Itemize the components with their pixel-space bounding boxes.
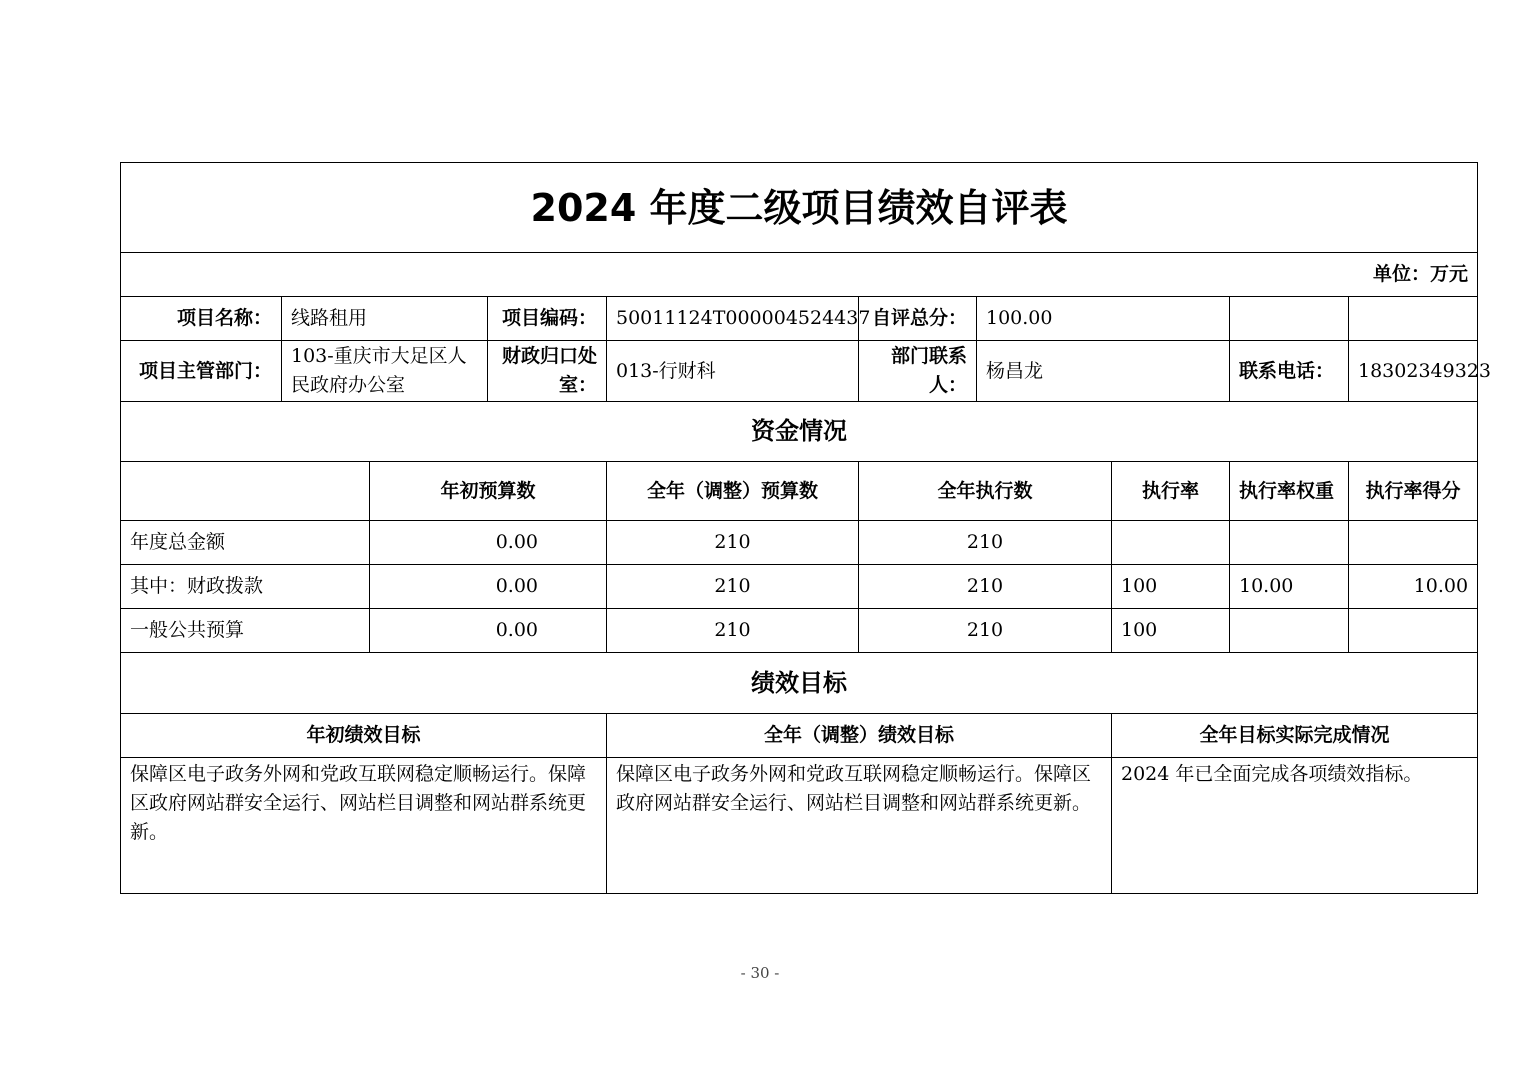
unit-label: 单位：万元 [121, 253, 1478, 297]
table-row [121, 565, 1478, 609]
funds-cell: 210 [859, 521, 1112, 565]
goals-header-initial: 年初绩效目标 [121, 714, 607, 758]
goal-actual-text: 2024 年已全面完成各项绩效指标。 [1112, 758, 1478, 894]
table-row [121, 609, 1478, 653]
funds-header [121, 462, 370, 521]
finance-office-label: 财政归口处室： [488, 341, 607, 402]
dept-value: 103-重庆市大足区人民政府办公室 [282, 341, 488, 402]
finance-office-value: 013-行财科 [607, 341, 859, 402]
table-row [121, 521, 1478, 565]
funds-cell [1349, 521, 1478, 565]
funds-cell: 10.00 [1230, 565, 1349, 609]
funds-cell: 210 [859, 609, 1112, 653]
phone-label: 联系电话： [1230, 341, 1349, 402]
funds-cell: 210 [607, 609, 859, 653]
funds-cell [1230, 521, 1349, 565]
funds-header: 全年执行数 [859, 462, 1112, 521]
funds-cell: 100 [1112, 565, 1230, 609]
funds-cell: 210 [607, 521, 859, 565]
funds-cell [1112, 521, 1230, 565]
funds-cell: 10.00 [1349, 565, 1478, 609]
funds-cell [1349, 609, 1478, 653]
funds-cell: 210 [607, 565, 859, 609]
funds-cell: 0.00 [370, 521, 607, 565]
total-score-value: 100.00 [977, 297, 1230, 341]
project-code-label: 项目编码： [488, 297, 607, 341]
funds-header: 执行率权重 [1230, 462, 1349, 521]
contact-label: 部门联系人： [859, 341, 977, 402]
funds-cell: 100 [1112, 609, 1230, 653]
project-name-label: 项目名称： [121, 297, 282, 341]
empty-cell [1349, 297, 1478, 341]
self-evaluation-table [120, 162, 1491, 894]
funds-cell [1230, 609, 1349, 653]
project-name-value: 线路租用 [282, 297, 488, 341]
funds-header: 执行率得分 [1349, 462, 1478, 521]
funds-row-label: 一般公共预算 [121, 609, 370, 653]
funds-row-label: 年度总金额 [121, 521, 370, 565]
project-code-value: 50011124T000004524437 [607, 297, 859, 341]
goals-header-adjusted: 全年（调整）绩效目标 [607, 714, 1112, 758]
page-title: 2024 年度二级项目绩效自评表 [121, 163, 1478, 253]
goals-header-actual: 全年目标实际完成情况 [1112, 714, 1478, 758]
goals-section-title: 绩效目标 [121, 653, 1478, 714]
funds-row-label: 其中：财政拨款 [121, 565, 370, 609]
funds-header: 年初预算数 [370, 462, 607, 521]
goal-adjusted-text: 保障区电子政务外网和党政互联网稳定顺畅运行。保障区政府网站群安全运行、网站栏目调整和网站群系统更新。 [607, 758, 1112, 894]
page-number: - 30 - [740, 964, 780, 982]
funds-cell: 210 [859, 565, 1112, 609]
contact-value: 杨昌龙 [977, 341, 1230, 402]
funds-cell: 0.00 [370, 565, 607, 609]
total-score-label: 自评总分： [859, 297, 977, 341]
funds-section-title: 资金情况 [121, 402, 1478, 462]
phone-value: 18302349323 [1349, 341, 1478, 402]
dept-label: 项目主管部门： [121, 341, 282, 402]
funds-header: 执行率 [1112, 462, 1230, 521]
funds-cell: 0.00 [370, 609, 607, 653]
empty-cell [1230, 297, 1349, 341]
goal-initial-text: 保障区电子政务外网和党政互联网稳定顺畅运行。保障区政府网站群安全运行、网站栏目调整和网站群系统更新。 [121, 758, 607, 894]
funds-header: 全年（调整）预算数 [607, 462, 859, 521]
